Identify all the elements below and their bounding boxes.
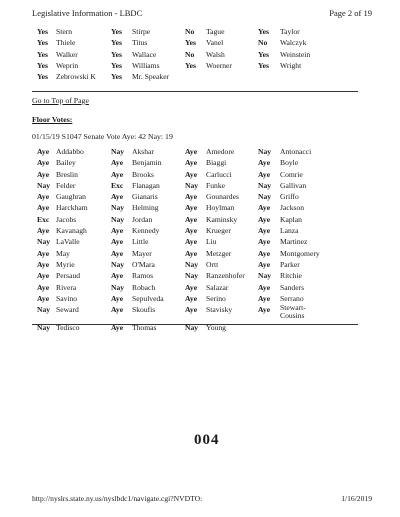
member-name: Funke: [206, 180, 225, 190]
member-name: Felder: [56, 180, 76, 190]
vote-row: [37, 282, 337, 293]
vote-value: Aye: [258, 169, 271, 179]
vote-value: Aye: [111, 192, 124, 202]
vote-value: Aye: [258, 158, 271, 168]
member-name: May: [56, 248, 70, 258]
member-name: Stavisky: [206, 305, 233, 315]
vote-value: Yes: [37, 60, 48, 70]
senate-vote-summary: 01/15/19 S1047 Senate Vote Aye: 42 Nay: 19: [32, 132, 173, 141]
vote-row: [37, 191, 337, 202]
vote-row: [37, 214, 337, 225]
vote-value: Yes: [185, 60, 196, 70]
member-name: Wright: [280, 60, 302, 70]
member-name: Woerner: [206, 60, 232, 70]
vote-row: [37, 49, 337, 60]
vote-value: Aye: [185, 147, 198, 156]
member-name: Vanel: [206, 38, 224, 48]
vote-value: Yes: [111, 72, 122, 82]
vote-row: [37, 202, 337, 213]
vote-value: Aye: [258, 214, 271, 224]
member-name: Flanagan: [132, 180, 160, 190]
vote-row: [37, 26, 337, 37]
vote-value: Aye: [111, 293, 124, 303]
vote-row: [37, 259, 337, 270]
vote-value: Nay: [185, 323, 199, 333]
member-name: Mayer: [132, 248, 152, 258]
member-name: Ritchie: [280, 271, 302, 281]
vote-row: [37, 146, 337, 157]
member-name: Ramos: [132, 271, 154, 281]
member-name: Seward: [56, 305, 79, 315]
vote-value: Aye: [111, 158, 124, 168]
member-name: O'Mara: [132, 259, 155, 269]
vote-value: Aye: [37, 158, 50, 168]
member-name: Gounardes: [206, 192, 239, 202]
vote-value: Aye: [185, 158, 198, 168]
member-name: Akshar: [132, 147, 154, 156]
vote-value: Aye: [185, 226, 198, 236]
member-name: Comrie: [280, 169, 303, 179]
member-name: Kaminsky: [206, 214, 238, 224]
vote-value: Nay: [111, 147, 125, 156]
member-name: Young: [206, 323, 226, 333]
vote-value: Aye: [111, 226, 124, 236]
member-name: Walczyk: [280, 38, 307, 48]
vote-value: Yes: [37, 49, 48, 59]
page-number: Page 2 of 19: [329, 8, 372, 18]
vote-value: Exc: [111, 180, 124, 190]
vote-value: Aye: [258, 305, 271, 315]
vote-value: Yes: [111, 60, 122, 70]
vote-value: Nay: [185, 180, 199, 190]
vote-value: Nay: [37, 305, 51, 315]
member-name: Biaggi: [206, 158, 227, 168]
member-name: Little: [132, 237, 149, 247]
vote-value: Yes: [185, 38, 196, 48]
member-name: Savino: [56, 293, 78, 303]
vote-value: Yes: [111, 27, 122, 36]
vote-value: Aye: [37, 259, 50, 269]
vote-value: Aye: [111, 169, 124, 179]
vote-row: [37, 37, 337, 48]
vote-value: No: [185, 27, 195, 36]
member-name: Ranzenhofer: [206, 271, 245, 281]
member-name: Robach: [132, 282, 156, 292]
member-name: Boyle: [280, 158, 299, 168]
vote-value: Aye: [185, 214, 198, 224]
vote-value: Aye: [37, 147, 50, 156]
member-name: Weprin: [56, 60, 79, 70]
member-name: Jacobs: [56, 214, 77, 224]
vote-value: Aye: [258, 293, 271, 303]
vote-value: Aye: [37, 271, 50, 281]
member-name: Gianaris: [132, 192, 158, 202]
vote-row: [37, 71, 337, 82]
member-name: Williams: [132, 60, 160, 70]
member-name: Stirpe: [132, 27, 151, 36]
vote-value: Nay: [258, 147, 272, 156]
member-name: Skoufis: [132, 305, 156, 315]
member-name: Sanders: [280, 282, 305, 292]
member-name: Parker: [280, 259, 300, 269]
member-name: Metzger: [206, 248, 232, 258]
member-name: Griffo: [280, 192, 299, 202]
member-name: Kaplan: [280, 214, 302, 224]
vote-value: Nay: [185, 271, 199, 281]
member-name: Serrano: [280, 293, 304, 303]
member-name: Benjamin: [132, 158, 162, 168]
vote-row: [37, 304, 337, 322]
member-name: Jordan: [132, 214, 153, 224]
vote-value: Aye: [111, 248, 124, 258]
member-name: Bailey: [56, 158, 76, 168]
member-name: Krueger: [206, 226, 231, 236]
vote-row: [37, 169, 337, 180]
member-name: Stern: [56, 27, 73, 36]
vote-value: Aye: [37, 282, 50, 292]
vote-value: Nay: [111, 282, 125, 292]
vote-value: Exc: [37, 214, 50, 224]
member-name: Gaughran: [56, 192, 86, 202]
member-name: LaValle: [56, 237, 80, 247]
member-name: Sepulveda: [132, 293, 164, 303]
member-name: Liu: [206, 237, 217, 247]
assembly-vote-grid: [37, 26, 337, 82]
header-title: Legislative Information - LBDC: [32, 8, 143, 18]
member-name: Walsh: [206, 49, 225, 59]
member-name: Titus: [132, 38, 148, 48]
vote-value: Aye: [37, 169, 50, 179]
member-name: Carlucci: [206, 169, 232, 179]
vote-value: Aye: [258, 259, 271, 269]
vote-value: Nay: [185, 259, 199, 269]
vote-row: [37, 248, 337, 259]
vote-value: Nay: [258, 180, 272, 190]
vote-value: Yes: [111, 38, 122, 48]
member-name: Amedore: [206, 147, 235, 156]
vote-value: Yes: [37, 38, 48, 48]
member-name: Jackson: [280, 203, 305, 213]
go-to-top-link[interactable]: Go to Top of Page: [32, 96, 89, 105]
vote-value: Yes: [37, 27, 48, 36]
vote-value: Aye: [37, 192, 50, 202]
floor-votes-title: Floor Votes:: [32, 115, 73, 124]
member-name: Taylor: [280, 27, 300, 36]
vote-value: Aye: [185, 248, 198, 258]
vote-value: Aye: [185, 237, 198, 247]
member-name: Kennedy: [132, 226, 160, 236]
member-name: Salazar: [206, 282, 229, 292]
vote-value: Aye: [185, 203, 198, 213]
vote-value: Aye: [185, 169, 198, 179]
vote-value: Nay: [111, 214, 125, 224]
vote-value: Nay: [37, 237, 51, 247]
member-name: Stewart-Cousins: [280, 303, 306, 321]
member-name: Ortt: [206, 259, 219, 269]
member-name: Antonacci: [280, 147, 312, 156]
member-name: Myrie: [56, 259, 75, 269]
vote-value: Aye: [111, 271, 124, 281]
vote-value: No: [185, 49, 195, 59]
vote-value: Aye: [37, 203, 50, 213]
member-name: Weinstein: [280, 49, 311, 59]
vote-value: Aye: [185, 282, 198, 292]
vote-value: Nay: [258, 192, 272, 202]
vote-value: Nay: [111, 203, 125, 213]
vote-value: Yes: [258, 60, 269, 70]
member-name: Brooks: [132, 169, 154, 179]
vote-value: Nay: [111, 259, 125, 269]
vote-row: [37, 157, 337, 168]
senate-vote-grid: [37, 146, 337, 333]
vote-value: Aye: [37, 293, 50, 303]
member-name: Persaud: [56, 271, 81, 281]
member-name: Kavanagh: [56, 226, 87, 236]
vote-value: Yes: [258, 27, 269, 36]
vote-value: Aye: [37, 248, 50, 258]
member-name: Montgomery: [280, 248, 320, 258]
member-name: Walker: [56, 49, 78, 59]
member-name: Zebrowski K: [56, 72, 96, 82]
vote-value: Nay: [37, 323, 51, 333]
member-name: Gallivan: [280, 180, 307, 190]
page-stamp: 004: [194, 432, 220, 448]
vote-value: Nay: [37, 180, 51, 190]
vote-row: [37, 236, 337, 247]
member-name: Addabbo: [56, 147, 84, 156]
vote-row: [37, 60, 337, 71]
vote-value: Aye: [111, 323, 124, 333]
divider: [32, 324, 358, 325]
vote-row: [37, 225, 337, 236]
footer-date: 1/16/2019: [341, 494, 372, 503]
vote-value: Aye: [258, 203, 271, 213]
member-name: Wallace: [132, 49, 157, 59]
vote-value: Nay: [258, 271, 272, 281]
footer-url: http://nyslrs.state.ny.us/nyslbdc1/navigate.cgi?NVDTO:: [32, 494, 203, 503]
member-name: Helming: [132, 203, 159, 213]
member-name: Tague: [206, 27, 225, 36]
vote-value: Aye: [111, 237, 124, 247]
vote-row: [37, 270, 337, 281]
member-name: Harckham: [56, 203, 88, 213]
member-name: Breslin: [56, 169, 78, 179]
divider: [32, 91, 358, 92]
vote-value: Aye: [37, 226, 50, 236]
member-name: Mr. Speaker: [132, 72, 170, 82]
member-name: Hoylman: [206, 203, 235, 213]
vote-value: Aye: [185, 192, 198, 202]
member-name: Rivera: [56, 282, 77, 292]
member-name: Thiele: [56, 38, 76, 48]
member-name: Serino: [206, 293, 226, 303]
vote-value: Yes: [111, 49, 122, 59]
vote-value: Aye: [185, 293, 198, 303]
vote-value: Aye: [111, 305, 124, 315]
vote-value: Aye: [185, 305, 198, 315]
vote-value: Yes: [258, 49, 269, 59]
member-name: Lanza: [280, 226, 299, 236]
vote-value: Aye: [258, 282, 271, 292]
member-name: Tedisco: [56, 323, 80, 333]
vote-value: Aye: [258, 237, 271, 247]
vote-value: Aye: [258, 226, 271, 236]
member-name: Martinez: [280, 237, 308, 247]
vote-value: Yes: [37, 72, 48, 82]
member-name: Thomas: [132, 323, 157, 333]
vote-row: [37, 180, 337, 191]
vote-value: Aye: [258, 248, 271, 258]
vote-value: No: [258, 38, 268, 48]
